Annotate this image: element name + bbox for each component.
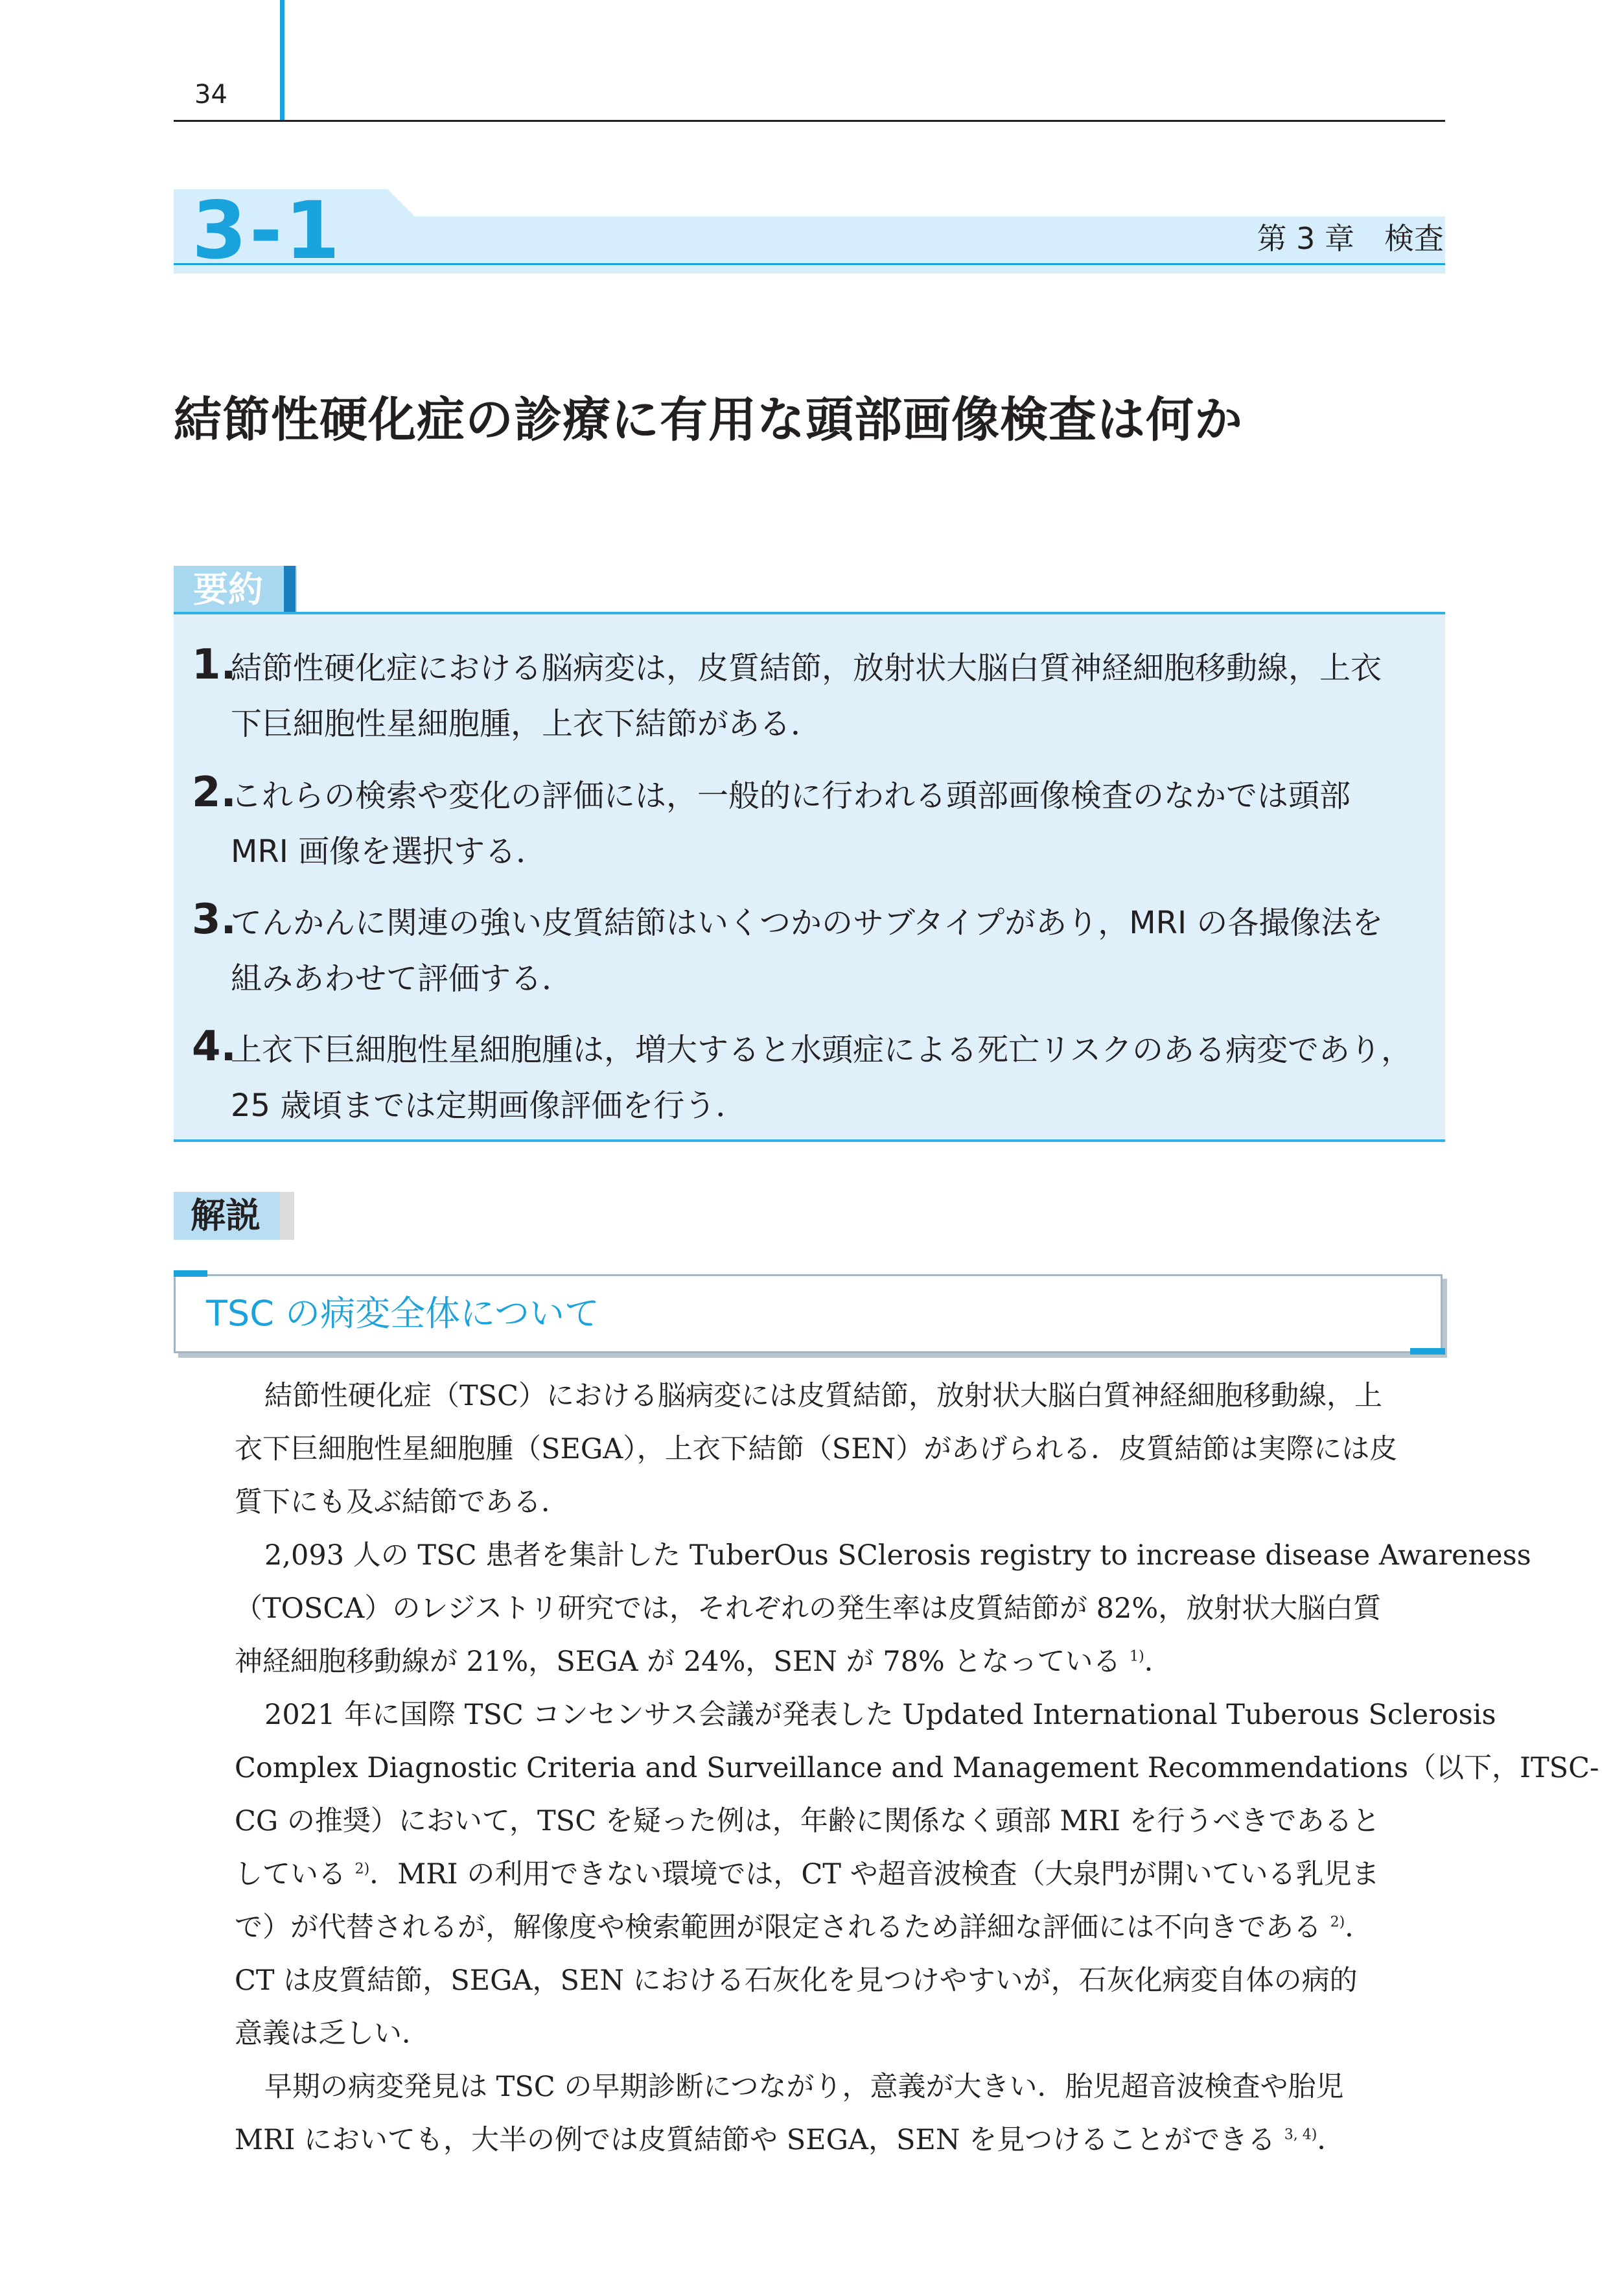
body-line-with-ref (235, 1909, 1373, 1946)
summary-item (192, 767, 237, 819)
body-line: 衣下巨細胞性星細胞腫（SEGA），上衣下結節（SEN）があげられる．皮質結節は実際には皮 (235, 1433, 1398, 1465)
summary-item-line: これらの検索や変化の評価には，一般的に行われる頭部画像検査のなかでは頭部 (231, 778, 1351, 814)
body-line: 結節性硬化症（TSC）における脳病変には皮質結節，放射状大脳白質神経細胞移動線，上 (264, 1380, 1383, 1412)
body-text: 神経細胞移動線が 21%，SEGA が 24%，SEN が 78% となっている (235, 1646, 1121, 1678)
body-line-with-ref (235, 2122, 1345, 2158)
subsection-accent (174, 1270, 207, 1277)
subsection-accent (1410, 1348, 1445, 1355)
body-line: 意義は乏しい． (235, 2018, 430, 2050)
explanation-tag-bar (280, 1192, 294, 1240)
summary-item-number: 2. (192, 769, 237, 817)
summary-item-line: てんかんに関連の強い皮質結節はいくつかのサブタイプがあり，MRI の各撮像法を (231, 905, 1384, 941)
body-line: 2,093 人の TSC 患者を集計した TuberOus SClerosis registry to increase disease Awareness (264, 1539, 1531, 1572)
body-line: 早期の病変発見は TSC の早期診断につながり，意義が大きい．胎児超音波検査や胎児 (264, 2071, 1344, 2103)
body-text: している (235, 1858, 346, 1891)
reference-superscript[interactable]: 3, 4) (1284, 2126, 1317, 2143)
summary-item-line: 組みあわせて評価する． (231, 960, 574, 997)
summary-item-line: MRI 画像を選択する． (231, 833, 548, 870)
summary-tag-label: 要約 (193, 569, 263, 610)
body-line-with-ref (235, 1644, 1172, 1680)
summary-item-number: 1. (192, 641, 237, 689)
summary-item-line: 下巨細胞性星細胞腫，上衣下結節がある． (231, 706, 822, 742)
explanation-tag-label: 解説 (191, 1195, 261, 1236)
subsection-title: TSC の病変全体について (206, 1293, 600, 1334)
summary-item-number: 3. (192, 896, 237, 944)
summary-tag-bar (284, 566, 296, 614)
summary-item-number: 4. (192, 1023, 237, 1071)
explanation-tag (174, 1192, 285, 1240)
period: ． (1144, 1646, 1172, 1678)
body-text: MRI においても，大半の例では皮質結節や SEGA，SEN を見つけることができる (235, 2124, 1276, 2156)
reference-superscript[interactable]: 1) (1130, 1648, 1144, 1665)
body-line-with-ref (235, 1856, 1380, 1892)
summary-tag (174, 566, 297, 614)
summary-item (192, 1021, 237, 1073)
period: ． (1317, 2124, 1345, 2156)
summary-item-line: 結節性硬化症における脳病変は，皮質結節，放射状大脳白質神経細胞移動線，上衣 (231, 650, 1382, 686)
body-line: CT は皮質結節，SEGA，SEN における石灰化を見つけやすいが，石灰化病変自体の病的 (235, 1964, 1358, 1997)
summary-item (192, 894, 237, 946)
period: ． (1345, 1911, 1373, 1944)
page-number: 34 (194, 80, 227, 110)
body-line: CG の推奨）において，TSC を疑った例は，年齢に関係なく頭部 MRI を行うべきであると (235, 1805, 1380, 1837)
body-text: で）が代替されるが，解像度や検索範囲が限定されるため詳細な評価には不向きである (235, 1911, 1321, 1944)
body-line: 2021 年に国際 TSC コンセンサス会議が発表した Updated International Tuberous Sclerosis (264, 1699, 1496, 1731)
chapter-label: 第 3 章 検査 (1257, 221, 1444, 256)
reference-superscript[interactable]: 2) (354, 1861, 370, 1878)
body-line: Complex Diagnostic Criteria and Surveillance and Management Recommendations（以下，ITSC- (235, 1752, 1599, 1784)
summary-item-line: 上衣下巨細胞性星細胞腫は，増大すると水頭症による死亡リスクのある病変であり， (231, 1032, 1413, 1068)
body-text: ．MRI の利用できない環境では，CT や超音波検査（大泉門が開いている乳児ま (369, 1858, 1380, 1891)
summary-item-line: 25 歳頃までは定期画像評価を行う． (231, 1088, 747, 1124)
page-title: 結節性硬化症の診療に有用な頭部画像検査は何か (174, 392, 1243, 448)
header-accent-line (280, 0, 284, 122)
reference-superscript[interactable]: 2) (1330, 1914, 1345, 1931)
body-line: 質下にも及ぶ結節である． (235, 1486, 569, 1519)
section-number: 3-1 (192, 185, 343, 277)
section-band (174, 189, 1445, 274)
summary-item (192, 639, 237, 691)
header-rule (174, 120, 1445, 122)
body-line: （TOSCA）のレジストリ研究では，それぞれの発生率は皮質結節が 82%，放射状大脳白質 (235, 1592, 1382, 1625)
